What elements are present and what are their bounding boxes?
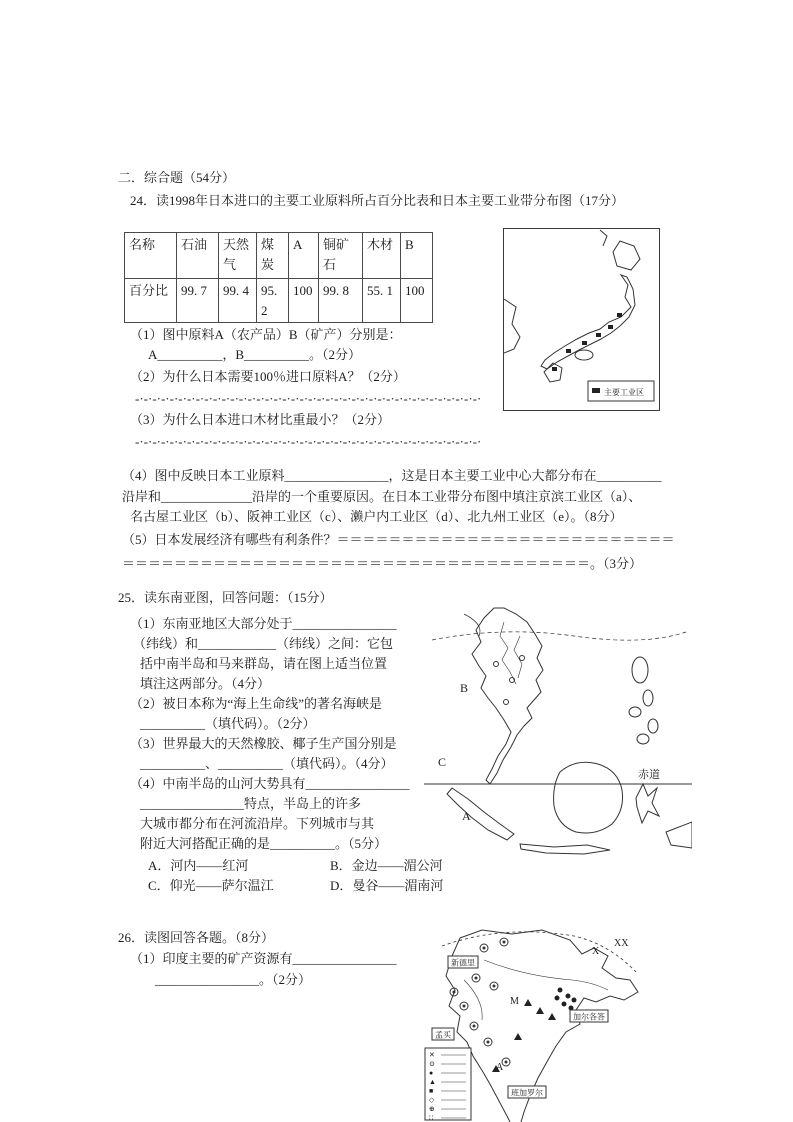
japan-map-legend: [588, 381, 654, 401]
map-mark-x: X: [592, 946, 600, 957]
q24-sub1-line2: A__________，B__________。（2分）: [148, 347, 362, 362]
table-header-cell: B: [401, 233, 433, 279]
q25-line11: 大城市都分布在河流沿岸。下列城市与其: [140, 816, 375, 831]
table-header-row: [125, 233, 433, 279]
map-label-a: A: [462, 809, 471, 823]
legend-label: 主要工业区: [604, 388, 644, 397]
q24-sub4-line1: （4）图中反映日本工业原料________________，这是日本主要工业中心大都分布在__________: [122, 468, 662, 483]
table-header-cell: 天然气: [219, 233, 257, 279]
legend-symbol: ■: [429, 1087, 434, 1095]
legend-symbol: ⊙: [429, 1060, 435, 1068]
japan-map-svg: [504, 229, 659, 410]
city-label-mumbai: 孟买: [435, 1030, 451, 1040]
legend-symbol: ⊕: [429, 1105, 435, 1113]
q25-option-a: A．河内——红河: [148, 858, 249, 873]
industrial-zone-marks: [552, 313, 622, 371]
india-map-legend: [425, 1048, 471, 1122]
q25-line2: （纬线）和____________（纬线）之间：它包: [133, 636, 394, 651]
q24-sub4-line2: 沿岸和______________沿岸的一个重要原因。在日本工业带分布图中填注京滨工业区（a）、: [122, 489, 642, 504]
q25-line5: （2）被日本称为“海上生命线”的著名海峡是: [130, 696, 383, 711]
legend-symbol: ∷: [429, 1114, 434, 1122]
table-cell: 99. 8: [319, 279, 363, 323]
legend-symbol: ▲: [429, 1078, 436, 1086]
q24-sub3-answer-line: -·-·-·-·-·-·-·-·-·-·-·-·-·-·-·-·-·-·-·-·-·-·-·-·-·-·-·-·-·-·-·-·-·-·-·-·-·-·-·-·: [135, 434, 482, 449]
q26-line1: （1）印度主要的矿产资源有________________: [130, 951, 397, 966]
table-cell: 100: [401, 279, 433, 323]
legend-swatch: [592, 388, 600, 393]
q24-sub4-line3: 名古屋工业区（b）、阪神工业区（c）、濑户内工业区（d）、北九州工业区（e）。（8分）: [130, 509, 623, 524]
equator-label: 赤道: [638, 769, 660, 781]
map-label-a: A: [496, 1062, 504, 1073]
city-label-new-delhi: 新德里: [451, 958, 475, 968]
table-cell: 99. 4: [219, 279, 257, 323]
table-cell: 99. 7: [177, 279, 219, 323]
southeast-asia-map: [424, 606, 692, 864]
q25-option-b: B．金边——湄公河: [330, 858, 443, 873]
q25-line1: （1）东南亚地区大部分处于________________: [130, 616, 397, 631]
q24-sub2-answer-line: -·-·-·-·-·-·-·-·-·-·-·-·-·-·-·-·-·-·-·-·-·-·-·-·-·-·-·-·-·-·-·-·-·-·-·-·-·-·-·-·: [135, 391, 482, 406]
q26-title: 26．读图回答各题。（8分）: [118, 930, 275, 945]
table-header-cell: 木材: [363, 233, 401, 279]
q25-option-c: C．仰光——萨尔温江: [148, 878, 274, 893]
legend-symbol: ◇: [429, 1096, 435, 1104]
q25-line6: __________（填代码）。（2分）: [140, 716, 316, 731]
q24-table: [124, 232, 433, 323]
q25-line12: 附近大河搭配正确的是__________。（5分）: [140, 836, 388, 851]
table-data-row: [125, 279, 433, 323]
q25-title: 25．读东南亚图，回答问题：（15分）: [118, 590, 333, 605]
q25-line9: （4）中南半岛的山河大势具有________________: [130, 776, 410, 791]
table-header-cell: 铜矿石: [319, 233, 363, 279]
india-map-svg: [424, 920, 664, 1122]
city-label-bangalore: 班加罗尔: [511, 1088, 543, 1098]
table-cell: 100: [289, 279, 319, 323]
southeast-asia-map-svg: [424, 606, 692, 864]
map-label-c: C: [438, 755, 447, 769]
q24-title: 24．读1998年日本进口的主要工业原料所占百分比表和日本主要工业带分布图（17分）: [130, 193, 625, 208]
q24-sub3-line: （3）为什么日本进口木材比重最小？（2分）: [130, 412, 391, 427]
q24-sub5-line2: ＝＝＝＝＝＝＝＝＝＝＝＝＝＝＝＝＝＝＝＝＝＝＝＝＝＝＝＝＝＝＝＝＝＝＝＝。（3分）: [122, 556, 643, 571]
q25-option-d: D．曼谷——湄南河: [330, 878, 444, 893]
table-header-cell: 煤炭: [257, 233, 289, 279]
q24-sub2-line: （2）为什么日本需要100％进口原料A？（2分）: [130, 369, 406, 384]
table-header-cell: A: [289, 233, 319, 279]
legend-symbol: ✕: [429, 1051, 435, 1059]
india-minerals-map: [424, 920, 664, 1122]
q25-line3: 括中南半岛和马来群岛，请在图上适当位置: [140, 656, 388, 671]
q25-line10: ________________特点，半岛上的许多: [140, 796, 362, 811]
q24-sub1-line1: （1）图中原料A（农产品）B（矿产）分别是：: [130, 327, 402, 342]
section-header: 二．综合题（54分）: [118, 170, 236, 185]
q26-line2: ________________。（2分）: [155, 972, 312, 987]
map-label-m: M: [510, 996, 519, 1007]
city-label-kolkata: 加尔各答: [573, 1012, 605, 1022]
q25-line4: 填注这两部分。（4分）: [140, 676, 271, 691]
table-cell: 百分比: [125, 279, 177, 323]
q24-sub5-line1: （5）日本发展经济有哪些有利条件？＝＝＝＝＝＝＝＝＝＝＝＝＝＝＝＝＝＝＝＝＝＝＝＝＝＝: [122, 532, 675, 547]
table-cell: 55. 1: [363, 279, 401, 323]
q25-line8: __________、__________（填代码）。（4分）: [140, 756, 394, 771]
map-label-b: B: [460, 681, 469, 695]
japan-industrial-map: [503, 228, 660, 411]
q25-line7: （3）世界最大的天然橡胶、椰子生产国分别是: [130, 736, 397, 751]
table-header-cell: 名称: [125, 233, 177, 279]
legend-symbol: ●: [429, 1069, 434, 1077]
table-header-cell: 石油: [177, 233, 219, 279]
map-mark-xx: XX: [614, 938, 629, 949]
ore-dot-cluster: [555, 988, 577, 1011]
table-cell: 95. 2: [257, 279, 289, 323]
